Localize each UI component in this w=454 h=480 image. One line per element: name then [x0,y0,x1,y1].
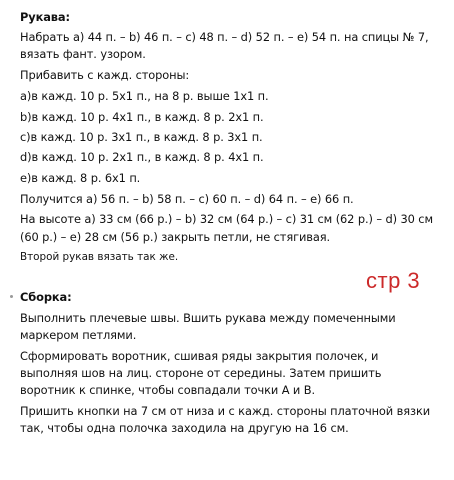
bullet-dot [10,295,13,298]
sleeves-line-2: вязать фант. узором. [20,47,146,61]
sleeves-line-7: d)в кажд. 10 р. 2х1 п., в кажд. 8 р. 4х1 п. [20,150,264,164]
sleeves-line-10: На высоте а) 33 см (66 р.) – b) 32 см (64 р.) – с) 31 см (62 р.) – d) 30 см [20,212,433,226]
sleeves-line-9: Получится а) 56 п. – b) 58 п. – с) 60 п. – d) 64 п. – е) 66 п. [20,192,354,206]
assembly-heading: Сборка: [20,290,72,304]
sleeves-line-8: е)в кажд. 8 р. 6х1 п. [20,171,141,185]
sleeves-line-11: (60 р.) – е) 28 см (56 р.) закрыть петли, не стягивая. [20,230,331,244]
sleeves-line-1: Набрать а) 44 п. – b) 46 п. – с) 48 п. – d) 52 п. – е) 54 п. на спицы № 7, [20,30,429,44]
sleeves-line-4: а)в кажд. 10 р. 5х1 п., на 8 р. выше 1х1 п. [20,89,269,103]
assembly-line-3: Сформировать воротник, сшивая ряды закрытия полочек, и [20,349,379,363]
assembly-line-1: Выполнить плечевые швы. Вшить рукава между помеченными [20,311,396,325]
assembly-line-6: Пришить кнопки на 7 см от низа и с кажд. стороны платочной вязки [20,404,431,418]
sleeves-line-3: Прибавить с кажд. стороны: [20,68,190,82]
sleeves-line-6: с)в кажд. 10 р. 3х1 п., в кажд. 8 р. 3х1 п. [20,130,263,144]
assembly-line-5: воротник к спинке, чтобы совпадали точки А и В. [20,383,315,397]
assembly-line-2: маркером петлями. [20,328,137,342]
sleeves-heading: Рукава: [20,10,70,24]
assembly-line-4: выполняя шов на лиц. стороне от середины. Затем пришить [20,366,382,380]
page-number-label: стр 3 [366,268,421,293]
sleeves-line-5: b)в кажд. 10 р. 4х1 п., в кажд. 8 р. 2х1 п. [20,110,264,124]
assembly-line-7: так, чтобы одна полочка заходила на другую на 16 см. [20,421,349,435]
sleeves-line-12: Второй рукав вязать так же. [20,251,179,263]
